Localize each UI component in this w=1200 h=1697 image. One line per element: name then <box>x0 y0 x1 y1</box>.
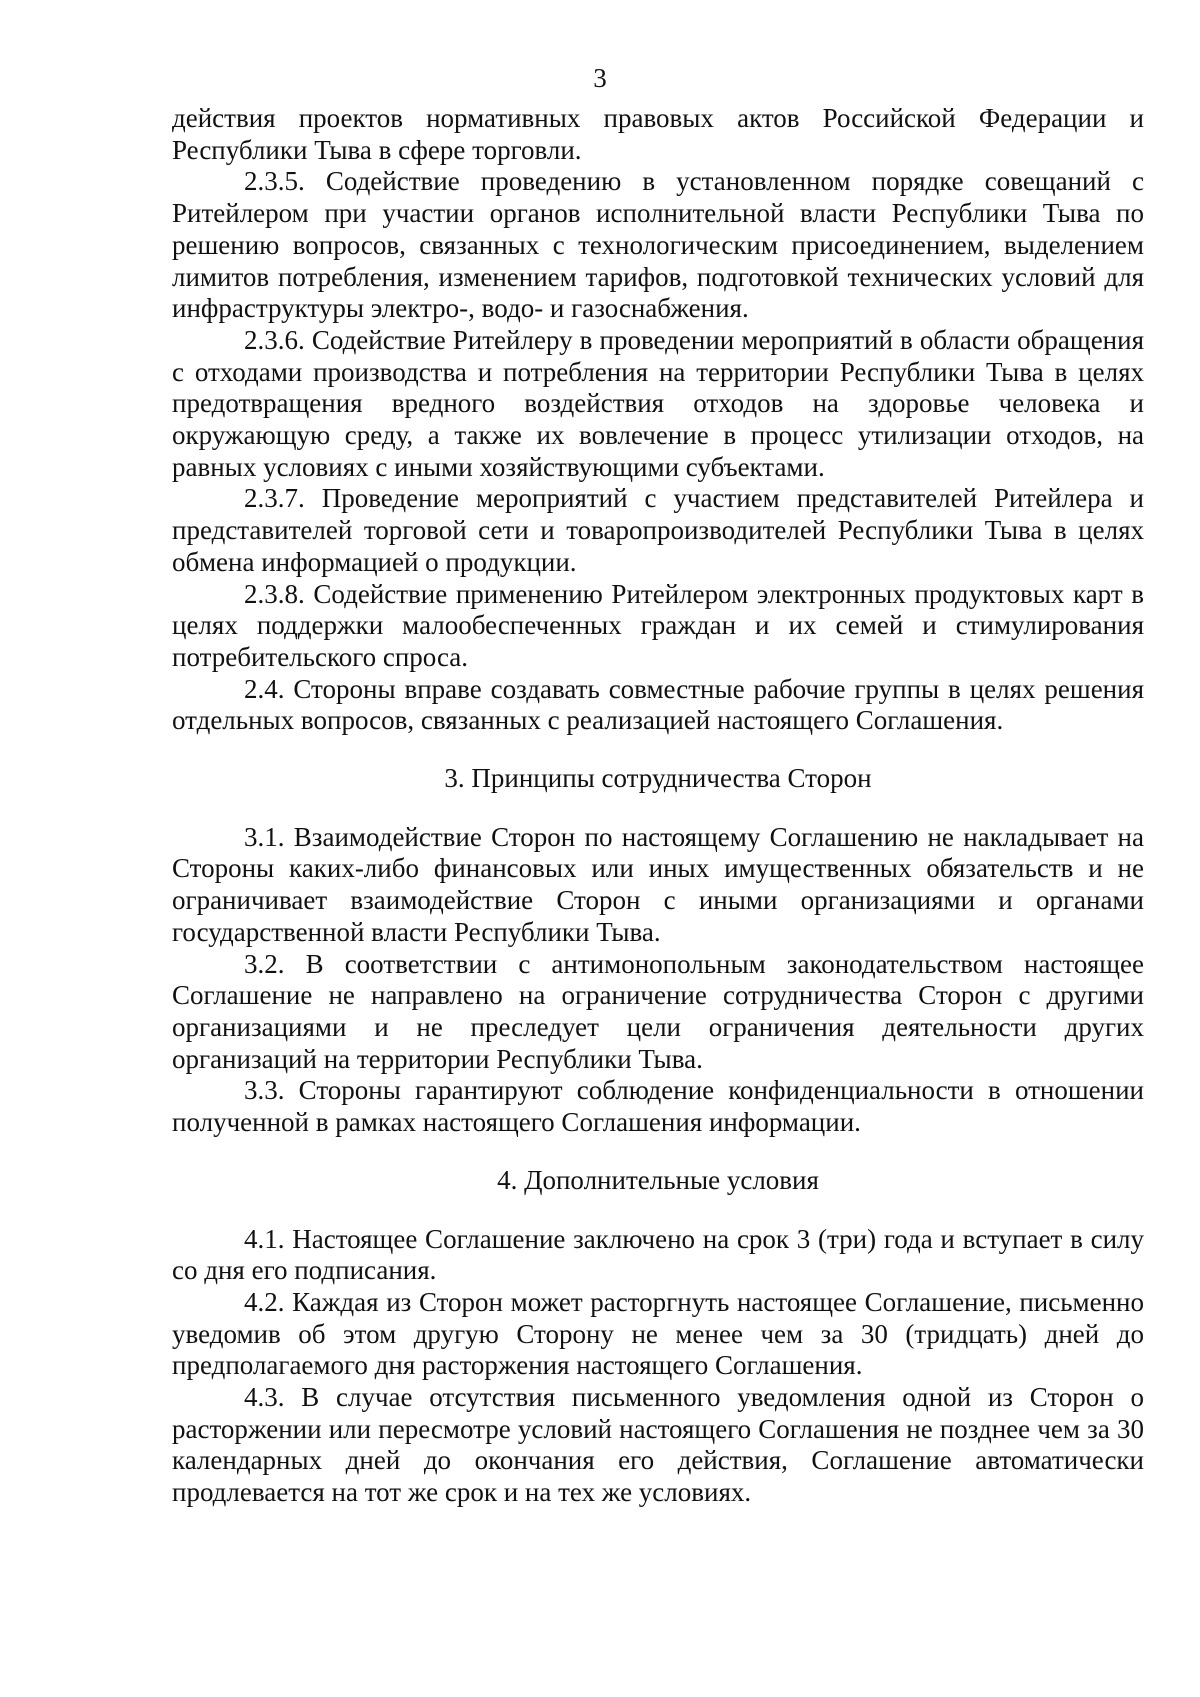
clause-2-3-7: 2.3.7. Проведение мероприятий с участием представителей Ритейлера и представителей торговой сети и товаропроизводителей Республики Тыва в целях обмена информацией о продукции. <box>172 483 1144 577</box>
section-4-heading: 4. Дополнительные условия <box>497 1164 819 1195</box>
section-3-heading: 3. Принципы сотрудничества Сторон <box>444 763 872 794</box>
document-body <box>172 103 1144 1509</box>
clause-3-1: 3.1. Взаимодействие Сторон по настоящему Соглашению не накладывает на Стороны каких-либо финансовых или иных имущественных обязательств и не ограничивает взаимодействие Сторон с иными организациями и органами государственной власти Республики Тыва. <box>172 821 1144 947</box>
clause-3-3: 3.3. Стороны гарантируют соблюдение конфиденциальности в отношении полученной в рамках настоящего Соглашения информации. <box>172 1075 1144 1138</box>
clause-4-3: 4.3. В случае отсутствия письменного уведомления одной из Сторон о расторжении или пересмотре условий настоящего Соглашения не позднее чем за 30 календарных дней до окончания его действия, Соглашение автоматически продлевается на тот же срок и на тех же условиях. <box>172 1382 1144 1508</box>
clause-2-3-6: 2.3.6. Содействие Ритейлеру в проведении мероприятий в области обращения с отходами производства и потребления на территории Республики Тыва в целях предотвращения вредного воздействия отходов на здоровье человека и окружающую среду, а также их вовлечение в процесс утилизации отходов, на равных условиях с иными хозяйствующими субъектами. <box>172 324 1144 482</box>
paragraph-continuation: действия проектов нормативных правовых актов Российской Федерации и Республики Тыва в сфере торговли. <box>172 103 1144 165</box>
clause-2-3-8: 2.3.8. Содействие применению Ритейлером электронных продуктовых карт в целях поддержки малообеспеченных граждан и их семей и стимулирования потребительского спроса. <box>172 578 1144 672</box>
clause-4-1: 4.1. Настоящее Соглашение заключено на срок 3 (три) года и вступает в силу со дня его подписания. <box>172 1223 1144 1286</box>
clause-2-4: 2.4. Стороны вправе создавать совместные рабочие группы в целях решения отдельных вопросов, связанных с реализацией настоящего Соглашения. <box>172 673 1144 736</box>
clause-3-2: 3.2. В соответствии с антимонопольным законодательством настоящее Соглашение не направлено на ограничение сотрудничества Сторон с другими организациями и не преследует цели ограничения деятельности других организаций на территории Республики Тыва. <box>172 948 1144 1074</box>
clause-4-2: 4.2. Каждая из Сторон может расторгнуть настоящее Соглашение, письменно уведомив об этом другую Сторону не менее чем за 30 (тридцать) дней до предполагаемого дня расторжения настоящего Соглашения. <box>172 1286 1144 1381</box>
page-number: 3 <box>593 63 607 93</box>
clause-2-3-5: 2.3.5. Содействие проведению в установленном порядке совещаний с Ритейлером при участии органов исполнительной власти Республики Тыва по решению вопросов, связанных с технологическим присоединением, выделением лимитов потребления, изменением тарифов, подготовкой технических условий для инфраструктуры электро-, водо- и газоснабжения. <box>172 166 1144 324</box>
